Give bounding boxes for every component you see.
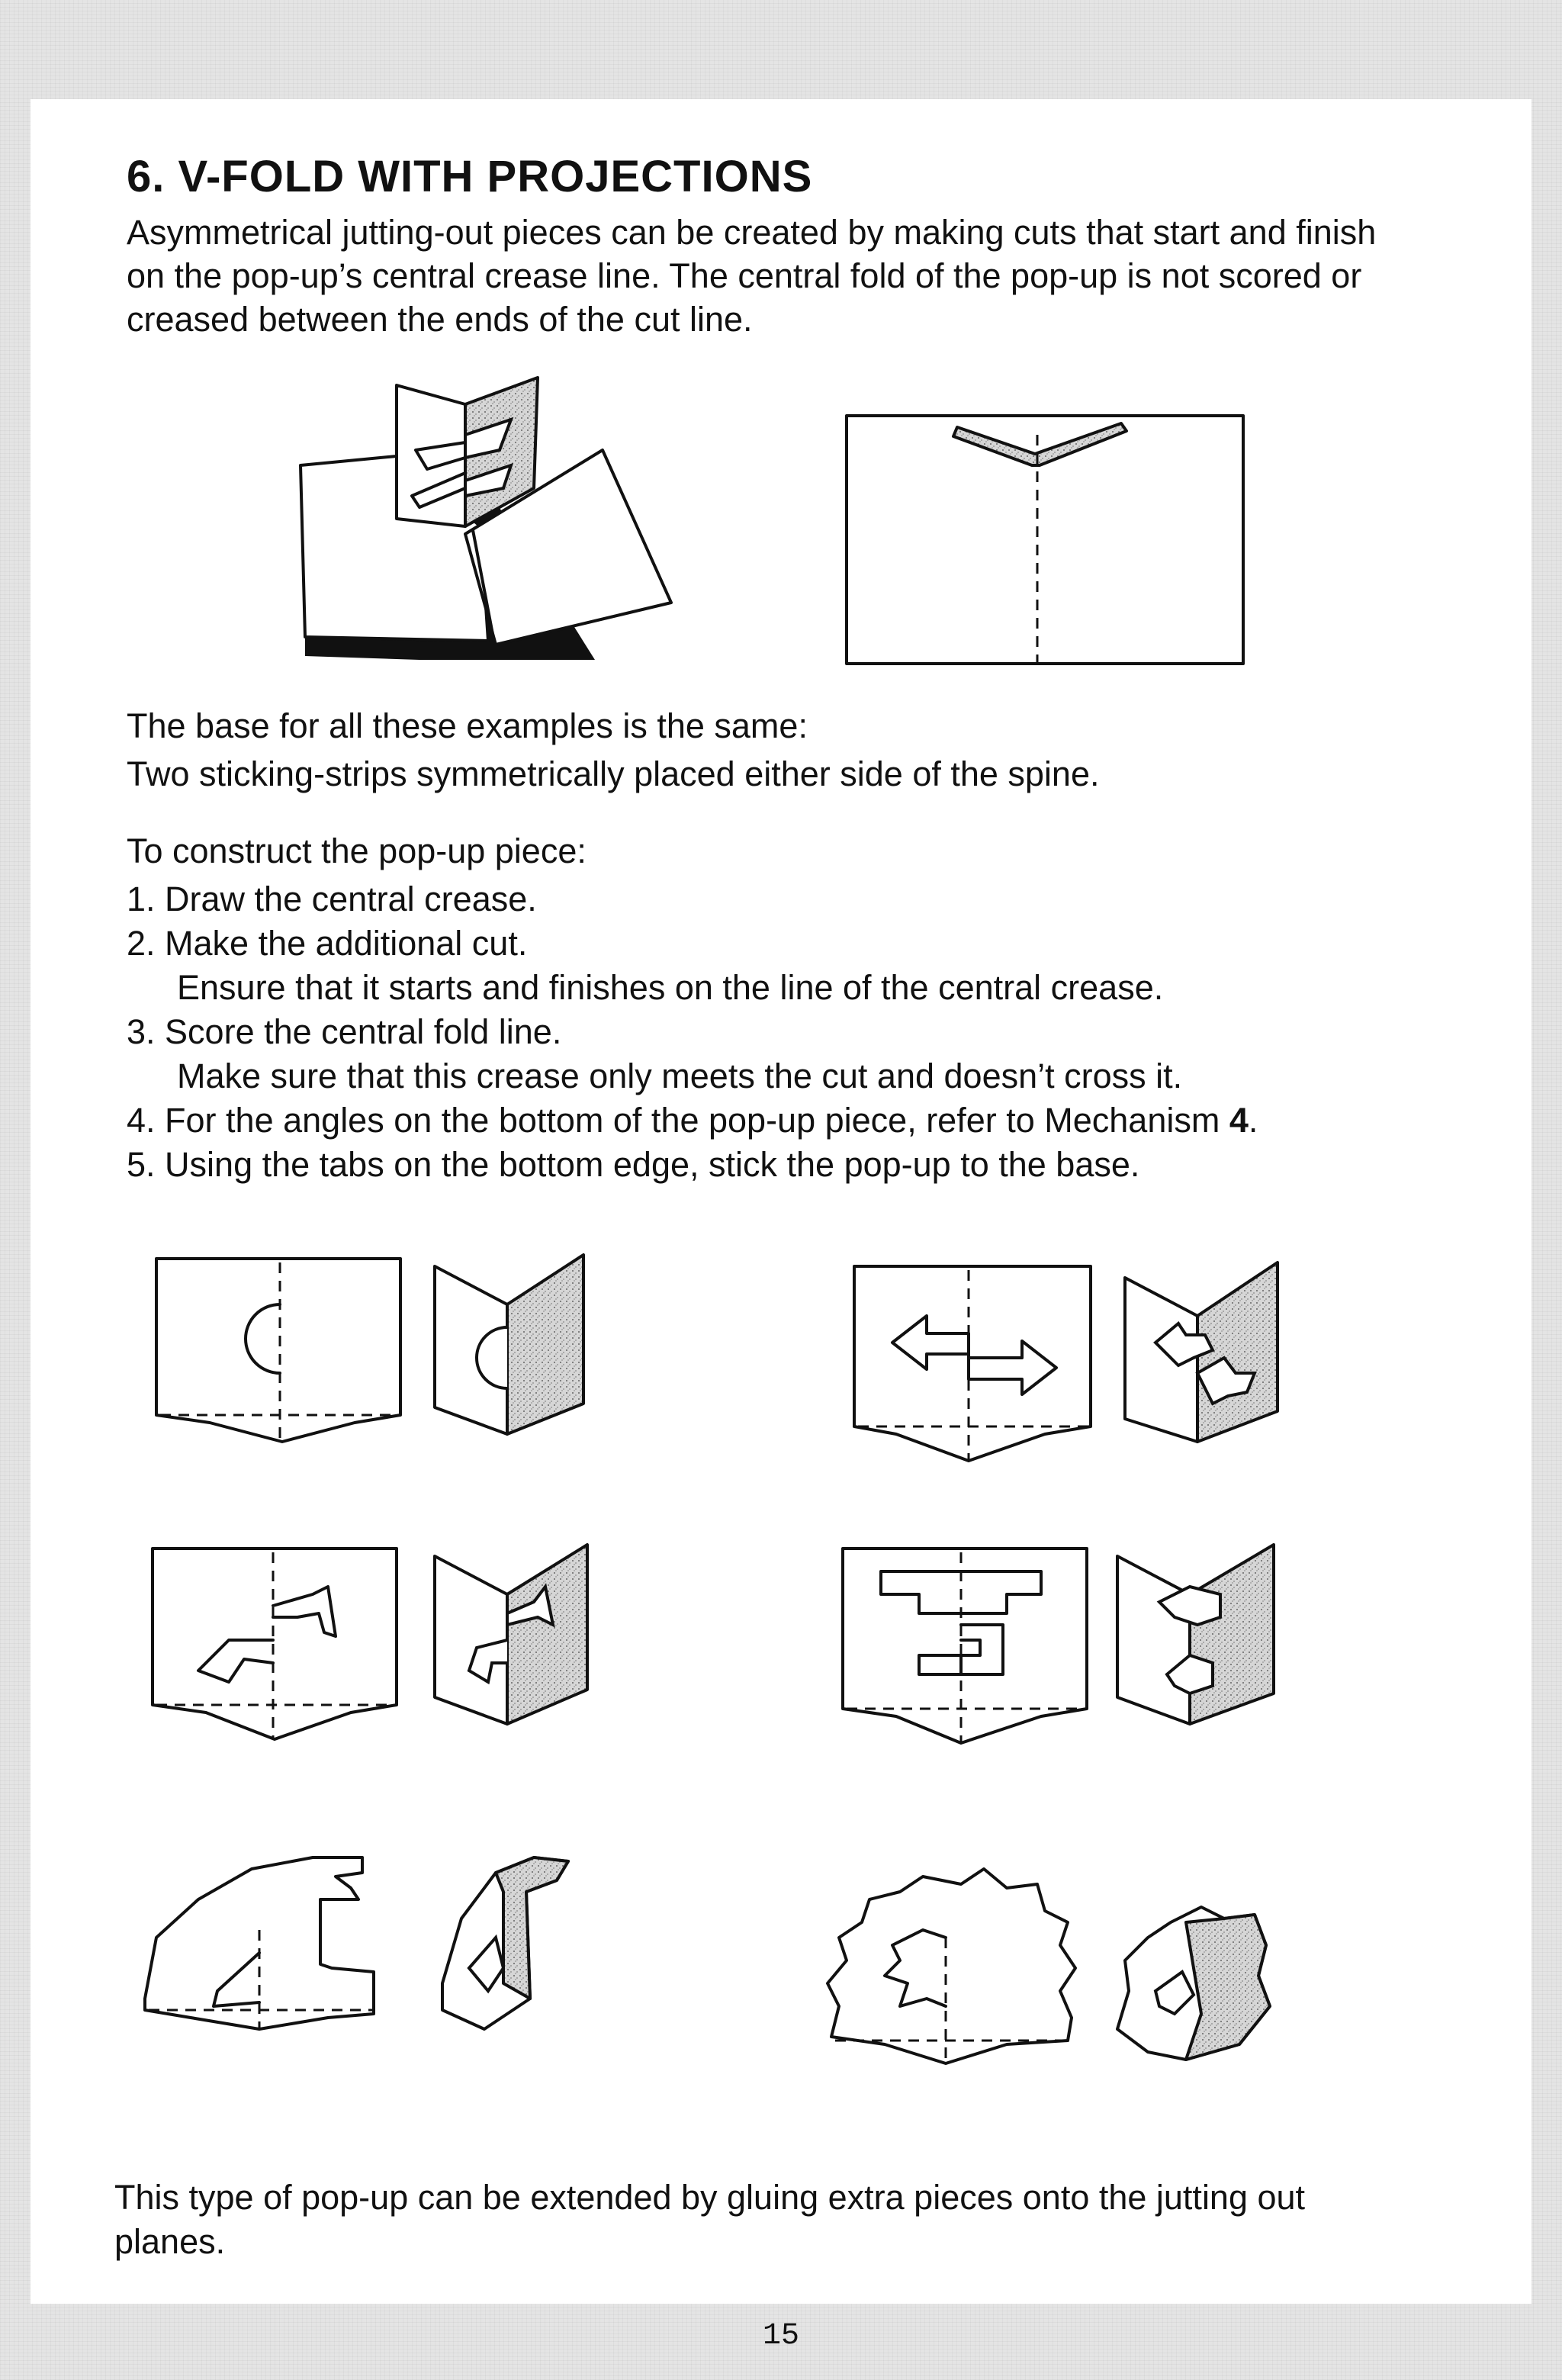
step-item: 2. Make the additional cut. Ensure that it starts and finishes on the line of the central crease.	[127, 924, 1164, 1007]
example-dinosaur-flat	[130, 1846, 397, 2044]
example-semicircle-popup	[431, 1251, 599, 1442]
example-semicircle-flat	[149, 1251, 408, 1457]
base-description	[127, 702, 1423, 798]
example-arrow-popup	[1121, 1259, 1281, 1449]
base-line-2: Two sticking-strips symmetrically placed either side of the spine.	[127, 754, 1100, 793]
step-item: 5. Using the tabs on the bottom edge, stick the pop-up to the base.	[127, 1145, 1140, 1184]
construct-intro: To construct the pop-up piece:	[127, 831, 587, 870]
section-heading: 6. V-FOLD WITH PROJECTIONS	[127, 152, 813, 201]
step-item: 4. For the angles on the bottom of the pop-up piece, refer to Mechanism 4.	[127, 1101, 1258, 1140]
example-arm-flat	[145, 1541, 404, 1754]
flat-popup-diagram	[843, 412, 1247, 667]
example-arm-popup	[431, 1541, 595, 1732]
step-item: 1. Draw the central crease.	[127, 880, 537, 918]
example-mane-popup	[1110, 1892, 1274, 2067]
example-steps-popup	[1114, 1541, 1281, 1732]
example-dinosaur-popup	[427, 1846, 572, 2037]
intro-paragraph: Asymmetrical jutting-out pieces can be created by making cuts that start and finish on the pop-up’s central crease line. The central fold of the pop-up is not scored or creased between the ends of the cut line.	[127, 213, 1377, 339]
footer-paragraph: This type of pop-up can be extended by gluing extra pieces onto the jutting out planes.	[114, 2178, 1306, 2261]
base-line-1: The base for all these examples is the same:	[127, 706, 808, 745]
example-mane-flat	[816, 1854, 1091, 2067]
page-number: 15	[762, 2319, 799, 2353]
example-steps-flat	[835, 1541, 1094, 1751]
step-item: 3. Score the central fold line. Make sure that this crease only meets the cut and doesn’t cross it.	[127, 1012, 1183, 1095]
construction-steps	[127, 877, 1423, 1187]
example-arrow-flat	[847, 1259, 1098, 1468]
popup-card-illustration	[282, 374, 679, 664]
